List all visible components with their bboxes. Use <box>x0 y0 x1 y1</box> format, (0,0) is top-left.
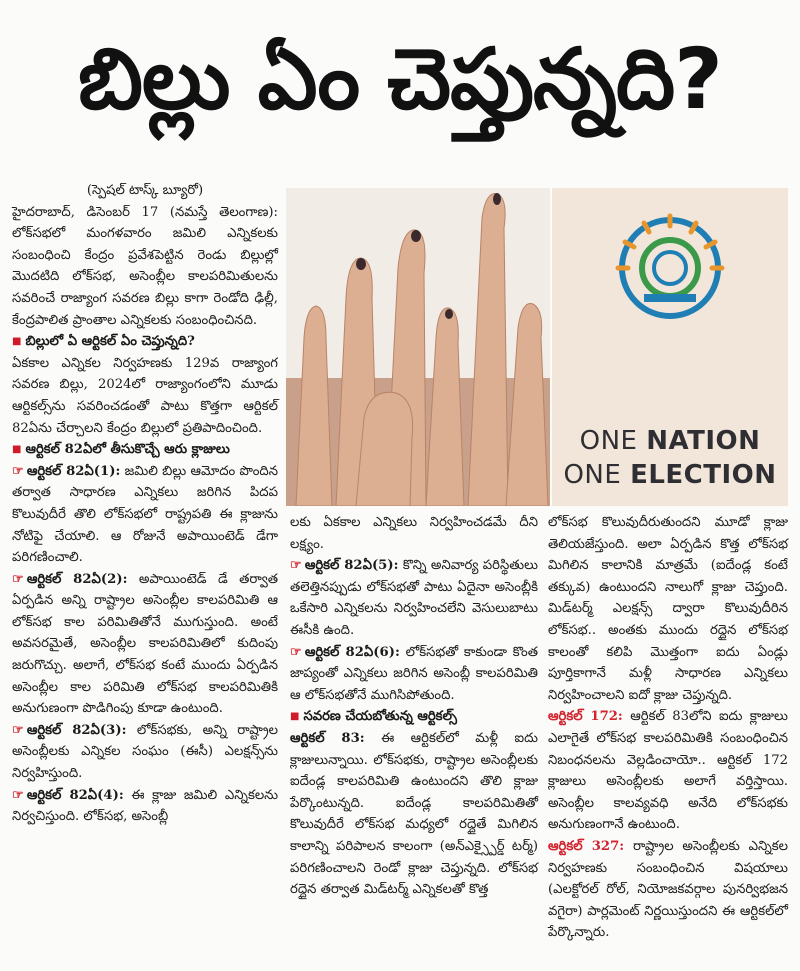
article-column-2 <box>290 512 538 901</box>
raised-fingers-illustration <box>286 188 550 506</box>
pointing-hand-icon: ☞ <box>12 787 24 803</box>
clause-82a4 <box>12 785 278 828</box>
one-nation-one-election-graphic <box>552 188 788 506</box>
ballot-wheel-logo-icon <box>614 212 726 324</box>
graphic-word-bold: ELECTION <box>630 460 777 490</box>
subheading-question <box>12 331 278 353</box>
article-172 <box>548 706 788 836</box>
clause-82a3 <box>12 720 278 785</box>
lead-paragraph: హైదరాబాద్, డిసెంబర్ 17 (నమస్తే తెలంగాణ): లోక్‌సభలో మంగళవారం జమిలి ఎన్నికలకు సంబంధించి కేంద్రం ప్రవేశపెట్టిన రెండు బిల్లుల్లో మొదటిది లోక్‌సభ, అసెంబ్లీల కాలపరిమితులను సవరించే రాజ్యాంగ సవరణ బిల్లు కాగా రెండోది ఢిల్లీ, కేంద్రపాలిత ప్రాంతాల ఎన్నికలకు సంబంధించినది. <box>12 204 278 328</box>
pointing-hand-icon: ☞ <box>290 558 302 574</box>
clause-label: ఆర్టికల్ 82ఏ(5): <box>304 558 399 574</box>
pointing-hand-icon: ☞ <box>12 722 24 738</box>
headline: బిల్లు ఏం చెప్తున్నది? <box>78 29 722 128</box>
paragraph: ఏకకాల ఎన్నికల నిర్వహణకు 129వ రాజ్యాంగ సవరణ బిల్లు, 2024లో రాజ్యాంగంలోని మూడు ఆర్టికల్స్‌ను సవరించడంతో పాటు కొత్తగా ఆర్టికల్ 82ఏను చేర్చాలని కేంద్రం బిల్లులో ప్రతిపాదించింది. <box>12 355 278 436</box>
subheading-text: సవరణ చేయబోతున్న ఆర్టికల్స్ <box>303 709 458 725</box>
square-bullet-icon: ■ <box>12 444 22 456</box>
square-bullet-icon: ■ <box>290 711 300 723</box>
clause-82a2 <box>12 569 278 720</box>
clause-text: లోక్‌సభతో కాకుండా కొంత జాప్యంతో ఎన్నికలు జరిగిన అసెంబ్లీ కాలపరిమితి ఆ లోక్‌సభతోనే ముగిసిపోతుంది. <box>290 644 538 703</box>
clause-label: ఆర్టికల్ 82ఏ(1): <box>26 463 121 479</box>
article-label: ఆర్టికల్ 327: <box>548 838 625 854</box>
graphic-line-one-election <box>552 460 788 490</box>
pointing-hand-icon: ☞ <box>290 644 302 660</box>
paragraph: లకు ఏకకాల ఎన్నికలు నిర్వహించడమే దీని లక్ష్యం. <box>290 515 538 552</box>
article-text: రాష్ట్రాల అసెంబ్లీలకు ఎన్నికల నిర్వహణకు సంబంధించిన విషయాలు (ఎలక్టోరల్ రోల్, నియోజకవర్గాల పునర్విభజన వగైరా) పార్లమెంట్ నిర్ణయిస్తుందని ఈ ఆర్టికల్‌లో పేర్కొన్నారు. <box>548 838 788 941</box>
article-text: ఆర్టికల్ 83లోని ఐదు క్లాజులు ఎలాగైతే లోక్‌సభ కాలపరిమితికి సంబంధించిన నిబంధనలను వెల్లడించాయో.. ఆర్టికల్ 172 క్లాజులు అసెంబ్లీలకు అలాగే వర్తిస్తాయి. అసెంబ్లీల కాలవ్యవధి అనేది లోక్‌సభకు అనుగుణంగానే ఉంటుంది. <box>548 709 788 833</box>
clause-text: ఈ క్లాజు జమిలి ఎన్నికలను నిర్వచిస్తుంది. లోక్‌సభ, అసెంబ్లీ <box>12 787 279 825</box>
graphic-word-bold: NATION <box>646 426 761 456</box>
subheading-amended-articles <box>290 706 538 728</box>
clause-82a5 <box>290 555 538 641</box>
clause-label: ఆర్టికల్ 82ఏ(4): <box>26 787 124 803</box>
graphic-word: ONE <box>579 426 647 456</box>
clause-label: ఆర్టికల్ 82ఏ(6): <box>304 644 400 660</box>
clause-text: కొన్ని అనివార్య పరిస్థితులు తలెత్తినప్పుడు లోక్‌సభతో పాటు ఏదైనా అసెంబ్లీకి ఒకేసారి ఎన్నికలను నిర్వహించలేని వెసులుబాటు ఈసీకి ఉంది. <box>290 558 538 638</box>
article-column-3 <box>548 512 788 944</box>
paragraph: లోక్‌సభ కొలువుదీరుతుందని మూడో క్లాజు తెలియజేస్తుంది. అలా ఏర్పడిన కొత్త లోక్‌సభ మిగిలిన కాలానికి మాత్రమే (ఐదేండ్ల కంటే తక్కువ) ఉంటుందని నాలుగో క్లాజు చెప్తుంది. మిడ్‌టర్మ్ ఎలక్షన్స్ ద్వారా కొలువుదీరిన లోక్‌సభ.. అంతకు ముందు రద్దైన లోక్‌సభ కాలంతో కలిపి మొత్తంగా ఐదు ఏండ్లు పూర్తికాగానే మళ్లీ సాధారణ ఎన్నికలు నిర్వహించాలని ఐదో క్లాజు చెప్తున్నది. <box>548 515 788 703</box>
raised-fingers-photo <box>286 188 550 506</box>
article-column-1 <box>12 180 278 828</box>
graphic-word: ONE <box>563 460 631 490</box>
clause-text: జమిలి బిల్లు ఆమోదం పొందిన తర్వాత సాధారణ ఎన్నికలు జరిగిన పిదప కొలువుదీరే తొలి లోక్‌సభలో రాష్ట్రపతి ఈ క్లాజును నోటిఫై చేయాలి. ఆ రోజునే అపాయింటెడ్ డేగా పరిగణించాలి. <box>12 463 278 566</box>
pointing-hand-icon: ☞ <box>12 463 24 479</box>
article-83 <box>290 728 538 901</box>
subheading-clauses <box>12 439 278 461</box>
square-bullet-icon: ■ <box>12 336 22 348</box>
clause-text: అపాయింటెడ్ డే తర్వాత ఏర్పడిన అన్ని రాష్ట్రాల అసెంబ్లీల కాలపరిమితి ఆ లోక్‌సభ కాల పరిమితితోనే ముగుస్తుంది. అంటే అవసరమైతే, అసెంబ్లీల కాలపరిమితిలో కుదింపు జరుగొచ్చు. అలాగే, లోక్‌సభ కంటే ముందు ఏర్పడిన అసెంబ్లీల కాల పరిమితి లోక్‌సభ కాలపరిమితికి అనుగుణంగా పొడిగింపు కూడా ఉంటుంది. <box>12 571 278 717</box>
pointing-hand-icon: ☞ <box>12 571 24 587</box>
article-327 <box>548 836 788 944</box>
clause-label: ఆర్టికల్ 82ఏ(3): <box>26 722 127 738</box>
clause-label: ఆర్టికల్ 82ఏ(2): <box>26 571 128 587</box>
article-label: ఆర్టికల్ 83: <box>290 730 365 746</box>
clause-82a6 <box>290 642 538 707</box>
article-text: ఈ ఆర్టికల్‌లో మళ్లీ ఐదు క్లాజులున్నాయి. లోక్‌సభకు, రాష్ట్రాల అసెంబ్లీలకు ఐదేండ్ల కాలపరిమితి ఉంటుందని తొలి క్లాజు పేర్కొంటున్నది. ఐదేండ్ల కాలపరిమితితో కొలువుదీరే లోక్‌సభ మధ్యలో రద్దైతే మిగిలిన కాలాన్ని పరిపాలన కాలంగా (అన్‌ఎక్స్పైర్డ్ టర్మ్) పరిగణించాలని రెండో క్లాజు చెప్తున్నది. లోక్‌సభ రద్దైన తర్వాత మిడ్‌టర్మ్ ఎన్నికలతో కొత్త <box>290 730 538 898</box>
subheading-text: బిల్లులో ఏ ఆర్టికల్ ఏం చెప్తున్నది? <box>25 334 195 350</box>
clause-text: లోక్‌సభకు, అన్ని రాష్ట్రాల అసెంబ్లీలకు ఎన్నికల సంఘం (ఈసీ) ఎలక్షన్స్‌ను నిర్వహిస్తుంది. <box>12 722 278 782</box>
subheading-text: ఆర్టికల్ 82ఏలో తీసుకొచ్చే ఆరు క్లాజులు <box>25 442 230 458</box>
clause-82a1 <box>12 461 278 569</box>
graphic-line-one-nation <box>552 426 788 456</box>
article-label: ఆర్టికల్ 172: <box>548 709 623 725</box>
byline: (స్పెషల్ టాస్క్ బ్యూరో) <box>86 183 204 198</box>
